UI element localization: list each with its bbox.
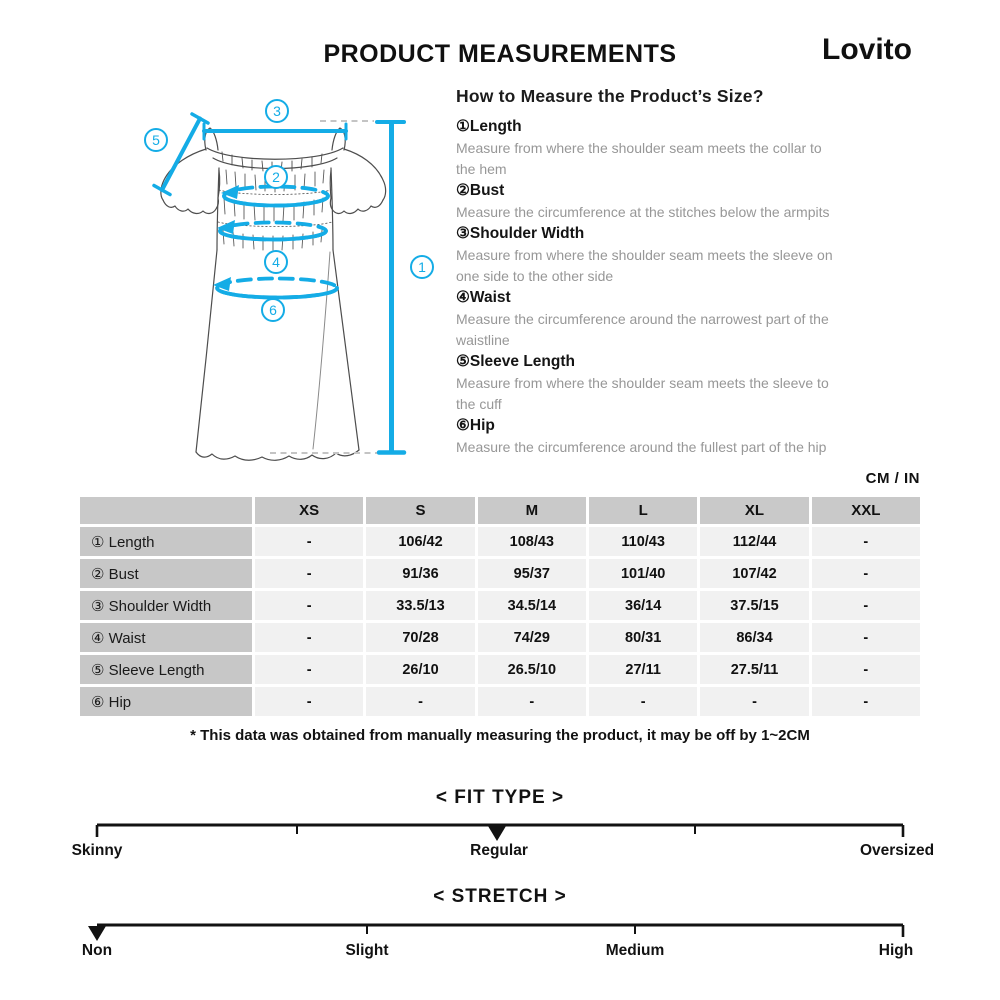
table-value-cell: - xyxy=(700,687,808,716)
stretch-labels xyxy=(0,942,1000,962)
stretch-label-medium: Medium xyxy=(605,942,665,959)
stretch-scale xyxy=(0,920,1000,944)
dress-illustration xyxy=(110,85,470,485)
table-value-cell: 26.5/10 xyxy=(478,655,586,684)
fit-type-labels xyxy=(0,842,1000,862)
measure-item-title: ④Waist xyxy=(456,289,511,306)
table-value-cell: - xyxy=(255,527,363,556)
fit-type-title: < FIT TYPE > xyxy=(435,787,565,808)
table-value-cell: 37.5/15 xyxy=(700,591,808,620)
dress-measurement-diagram xyxy=(110,85,470,485)
table-column-header: S xyxy=(366,497,474,524)
fit-type-scale xyxy=(0,820,1000,844)
table-value-cell: - xyxy=(812,591,920,620)
table-value-cell: - xyxy=(255,655,363,684)
table-value-cell: - xyxy=(812,687,920,716)
measure-item-title: ⑥Hip xyxy=(456,417,495,434)
table-column-header: XS xyxy=(255,497,363,524)
table-value-cell: 80/31 xyxy=(589,623,697,652)
table-value-cell: 74/29 xyxy=(478,623,586,652)
table-column-header: M xyxy=(478,497,586,524)
table-value-cell: 36/14 xyxy=(589,591,697,620)
units-label: CM / IN xyxy=(865,470,920,487)
measurement-disclaimer: * This data was obtained from manually measuring the product, it may be off by 1~2CM xyxy=(190,727,810,744)
table-value-cell: 27.5/11 xyxy=(700,655,808,684)
measure-item-description: Measure the circumference around the fullest part of the hip xyxy=(456,439,827,455)
table-value-cell: - xyxy=(812,559,920,588)
svg-text:4: 4 xyxy=(272,254,280,270)
table-value-cell: - xyxy=(255,687,363,716)
size-table xyxy=(80,497,920,716)
fit-label-skinny: Skinny xyxy=(71,842,123,859)
stretch-label-slight: Slight xyxy=(345,942,389,959)
table-column-header: XL xyxy=(700,497,808,524)
table-value-cell: 95/37 xyxy=(478,559,586,588)
measure-item-description: Measure from where the shoulder seam meets the collar to the hem xyxy=(456,140,822,177)
stretch-label-non: Non xyxy=(81,942,113,959)
measure-item-description: Measure from where the shoulder seam meets the sleeve on one side to the other side xyxy=(456,247,833,284)
svg-text:5: 5 xyxy=(152,132,160,148)
table-value-cell: 112/44 xyxy=(700,527,808,556)
table-value-cell: - xyxy=(255,623,363,652)
table-value-cell: 34.5/14 xyxy=(478,591,586,620)
fit-label-oversized: Oversized xyxy=(859,842,935,859)
table-value-cell: 107/42 xyxy=(700,559,808,588)
table-value-cell: 70/28 xyxy=(366,623,474,652)
stretch-label-high: High xyxy=(878,942,914,959)
measure-item-title: ①Length xyxy=(456,118,522,135)
table-value-cell: 110/43 xyxy=(589,527,697,556)
measure-guide xyxy=(456,86,926,458)
measure-item-description: Measure the circumference at the stitches below the armpits xyxy=(456,204,830,220)
lovito-logo: Lovito xyxy=(822,33,912,66)
table-column-header: XXL xyxy=(812,497,920,524)
table-value-cell: - xyxy=(812,655,920,684)
table-row-label: ④ Waist xyxy=(80,623,252,652)
table-row-label: ③ Shoulder Width xyxy=(80,591,252,620)
measure-item-description: Measure from where the shoulder seam meets the sleeve to the cuff xyxy=(456,375,829,412)
guide-items xyxy=(456,116,926,458)
measure-item-title: ③Shoulder Width xyxy=(456,225,585,242)
page-title: PRODUCT MEASUREMENTS xyxy=(323,40,677,68)
svg-text:6: 6 xyxy=(269,302,277,318)
svg-text:1: 1 xyxy=(418,259,426,275)
table-row-label: ② Bust xyxy=(80,559,252,588)
table-value-cell: 91/36 xyxy=(366,559,474,588)
table-column-header: L xyxy=(589,497,697,524)
guide-heading: How to Measure the Product’s Size? xyxy=(456,86,764,106)
table-value-cell: - xyxy=(812,527,920,556)
table-row-label: ⑤ Sleeve Length xyxy=(80,655,252,684)
table-value-cell: 26/10 xyxy=(366,655,474,684)
table-row-label: ⑥ Hip xyxy=(80,687,252,716)
table-value-cell: - xyxy=(589,687,697,716)
table-value-cell: - xyxy=(478,687,586,716)
measure-item-title: ⑤Sleeve Length xyxy=(456,353,575,370)
measure-item-description: Measure the circumference around the narrowest part of the waistline xyxy=(456,311,829,348)
table-value-cell: - xyxy=(812,623,920,652)
fit-marker xyxy=(488,826,506,841)
table-value-cell: - xyxy=(366,687,474,716)
svg-text:2: 2 xyxy=(272,169,280,185)
table-value-cell: 101/40 xyxy=(589,559,697,588)
table-value-cell: 108/43 xyxy=(478,527,586,556)
table-corner-cell xyxy=(80,497,252,524)
table-value-cell: 86/34 xyxy=(700,623,808,652)
stretch-title: < STRETCH > xyxy=(433,886,567,907)
stretch-marker xyxy=(88,926,106,941)
table-value-cell: 27/11 xyxy=(589,655,697,684)
table-value-cell: 106/42 xyxy=(366,527,474,556)
measure-item-title: ②Bust xyxy=(456,182,505,199)
table-value-cell: - xyxy=(255,559,363,588)
svg-text:3: 3 xyxy=(273,103,281,119)
table-value-cell: 33.5/13 xyxy=(366,591,474,620)
table-row-label: ① Length xyxy=(80,527,252,556)
table-value-cell: - xyxy=(255,591,363,620)
fit-label-regular: Regular xyxy=(470,842,528,859)
measurement-marks xyxy=(154,114,404,453)
